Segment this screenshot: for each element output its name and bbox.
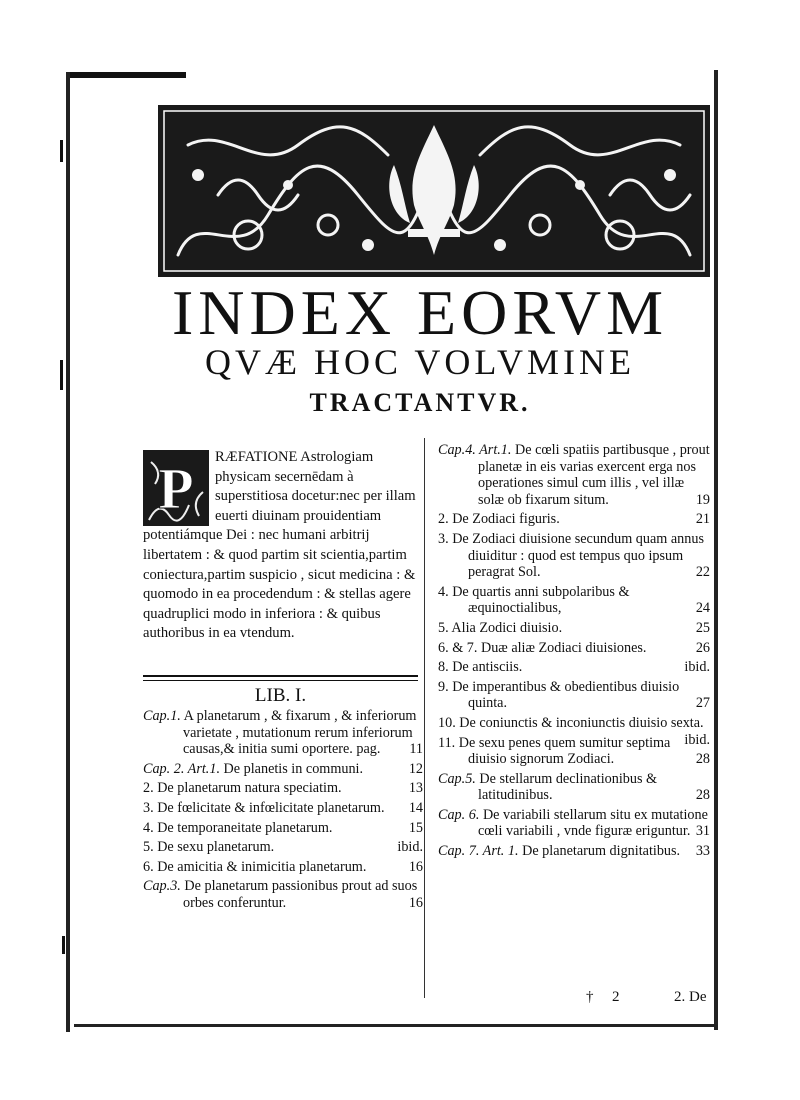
- page-edge-bottom: [74, 1024, 714, 1027]
- entry-text: De planetis in communi.: [223, 760, 364, 777]
- binding-mark: [62, 936, 65, 954]
- signature-mark: †: [586, 989, 594, 1005]
- entry-page: 33: [695, 843, 710, 860]
- catchword: 2. De: [674, 989, 707, 1005]
- entry-page: 26: [695, 639, 710, 656]
- entry-text: De fœlicitate & infœlicitate planetarum.: [157, 799, 385, 816]
- entry-label: 4.: [143, 819, 154, 836]
- entry-label: Cap. 7. Art. 1.: [438, 843, 519, 860]
- entry-text: De temporaneitate planetarum.: [157, 819, 333, 836]
- column-divider: [424, 438, 425, 998]
- entry-text: De quartis anni subpolaribus & æquinoctialibus,: [452, 583, 630, 617]
- entry-label: 3.: [438, 530, 449, 547]
- entry-page: 15: [408, 819, 423, 836]
- section-rule: [143, 675, 418, 677]
- page-edge-right: [714, 70, 718, 1030]
- initial-letter: P: [158, 456, 194, 521]
- index-entry: [438, 511, 710, 528]
- entry-text: De antisciis.: [452, 659, 523, 676]
- entry-page: 25: [695, 619, 710, 636]
- index-entry: [438, 807, 710, 840]
- entry-page: 31: [695, 823, 710, 840]
- entry-text: Duæ aliæ Zodiaci diuisiones.: [480, 639, 647, 656]
- book-heading: LIB. I.: [254, 685, 307, 706]
- entry-page: 12: [408, 760, 423, 777]
- index-entry: [143, 708, 423, 758]
- entry-text: De cœli spatiis partibusque , prout planetæ in eis varias exercent erga nos operationes simul cum illis , vel illæ solæ ob fixarum situm.: [478, 442, 710, 508]
- index-entry: [438, 620, 710, 637]
- entry-text: De amicitia & inimicitia planetarum.: [157, 858, 367, 875]
- index-entry: [438, 584, 710, 617]
- entry-text: A planetarum , & fixarum , & inferiorum varietate , mutationum rerum inferiorum causas,& initia sumi oportere. pag.: [183, 708, 417, 758]
- index-title-line-3: TRACTANTVR.: [309, 388, 531, 417]
- section-rule: [143, 680, 418, 681]
- page-edge-left: [66, 72, 70, 1032]
- preface-text: RÆFATIONE Astrologiam physicam secernēdam à superstitiosa docetur:nec per illam euerti diuinam prouidentiam potentiámque Dei : nec humani arbitrij libertatem : & quod partim sit scientia,partim coniectura,partim suspicio , sicut medicina : & quomodo in ea procedendum : & stellas agere quadruplici modo in inferiora : & quibus authoribus in ea vtendum.: [143, 449, 416, 642]
- binding-mark: [60, 140, 63, 162]
- index-entry: [438, 659, 710, 676]
- index-title-line-1: INDEX EORVM: [171, 277, 669, 348]
- entry-text: De imperantibus & obedientibus diuisio quinta.: [452, 678, 680, 712]
- left-index-column: [143, 708, 423, 915]
- entry-label: 11.: [438, 734, 456, 751]
- entry-label: Cap.3.: [143, 878, 181, 895]
- entry-label: 4.: [438, 583, 449, 600]
- entry-text: De Zodiaci figuris.: [452, 511, 560, 528]
- entry-label: Cap.4. Art.1.: [438, 442, 512, 458]
- entry-label: 2.: [438, 511, 449, 528]
- page-edge-top: [66, 72, 186, 78]
- entry-text: De coniunctis & inconiunctis diuisio sexta.: [459, 714, 704, 731]
- binding-mark: [60, 360, 63, 390]
- entry-label: 10.: [438, 714, 456, 731]
- entry-text: De planetarum passionibus prout ad suos orbes conferuntur.: [183, 878, 418, 911]
- entry-text: Alia Zodici diuisio.: [451, 619, 563, 636]
- entry-label: 3.: [143, 799, 154, 816]
- entry-label: Cap. 2. Art.1.: [143, 760, 220, 777]
- entry-page: 16: [408, 858, 423, 875]
- entry-page: 14: [408, 799, 423, 816]
- entry-page: 19: [695, 491, 710, 508]
- entry-page: 28: [695, 787, 710, 804]
- index-entry: [438, 679, 710, 712]
- entry-page: 24: [695, 600, 710, 617]
- index-entry: [143, 820, 423, 837]
- index-entry: [143, 839, 423, 856]
- entry-label: 9.: [438, 678, 449, 695]
- decorated-initial: [143, 450, 209, 526]
- entry-page: 11: [409, 741, 423, 758]
- signature-number: 2: [612, 989, 620, 1005]
- entry-label: 5.: [438, 619, 449, 636]
- entry-label: 6.: [143, 858, 154, 875]
- entry-page: 16: [408, 894, 423, 911]
- index-entry: [438, 531, 710, 581]
- preface-paragraph: [143, 448, 418, 644]
- index-entry: [143, 761, 423, 778]
- ornamental-headpiece: [158, 105, 710, 277]
- entry-page: 22: [695, 564, 710, 581]
- index-entry: [438, 442, 710, 508]
- index-entry: [438, 771, 710, 804]
- right-index-column: [438, 442, 710, 863]
- entry-label: Cap. 6.: [438, 806, 480, 823]
- entry-text: De sexu planetarum.: [157, 839, 275, 856]
- index-title-line-2: QVÆ HOC VOLVMINE: [204, 342, 636, 382]
- entry-page: 27: [695, 695, 710, 712]
- entry-text: De sexu penes quem sumitur septima diuisio signorum Zodiaci.: [458, 734, 671, 768]
- entry-label: Cap.1.: [143, 708, 181, 724]
- entry-text: De stellarum declinationibus & latitudinibus.: [478, 770, 658, 804]
- index-entry: [438, 735, 710, 768]
- entry-label: 5.: [143, 839, 154, 856]
- index-entry: [143, 780, 423, 797]
- entry-label: 6. & 7.: [438, 639, 478, 656]
- entry-page: ibid.: [684, 731, 710, 748]
- entry-text: De planetarum natura speciatim.: [157, 780, 342, 797]
- entry-text: De variabili stellarum situ ex mutatione cœli variabili , vnde figuræ eriguntur.: [478, 806, 708, 840]
- index-entry: [438, 843, 710, 860]
- entry-page: ibid.: [684, 659, 710, 676]
- index-entry: [438, 640, 710, 657]
- entry-label: 2.: [143, 780, 154, 797]
- entry-page: 13: [408, 780, 423, 797]
- entry-label: Cap.5.: [438, 770, 476, 787]
- entry-text: De planetarum dignitatibus.: [522, 843, 681, 860]
- entry-text: De Zodiaci diuisione secundum quam annus diuiditur : quod est tempus quo ipsum peragrat Sol.: [452, 530, 704, 581]
- entry-page: ibid.: [397, 839, 423, 856]
- index-entry: [143, 800, 423, 817]
- entry-page: 28: [695, 751, 710, 768]
- entry-page: 21: [695, 511, 710, 528]
- entry-label: 8.: [438, 659, 449, 676]
- index-entry: [143, 859, 423, 876]
- index-entry: [143, 878, 423, 911]
